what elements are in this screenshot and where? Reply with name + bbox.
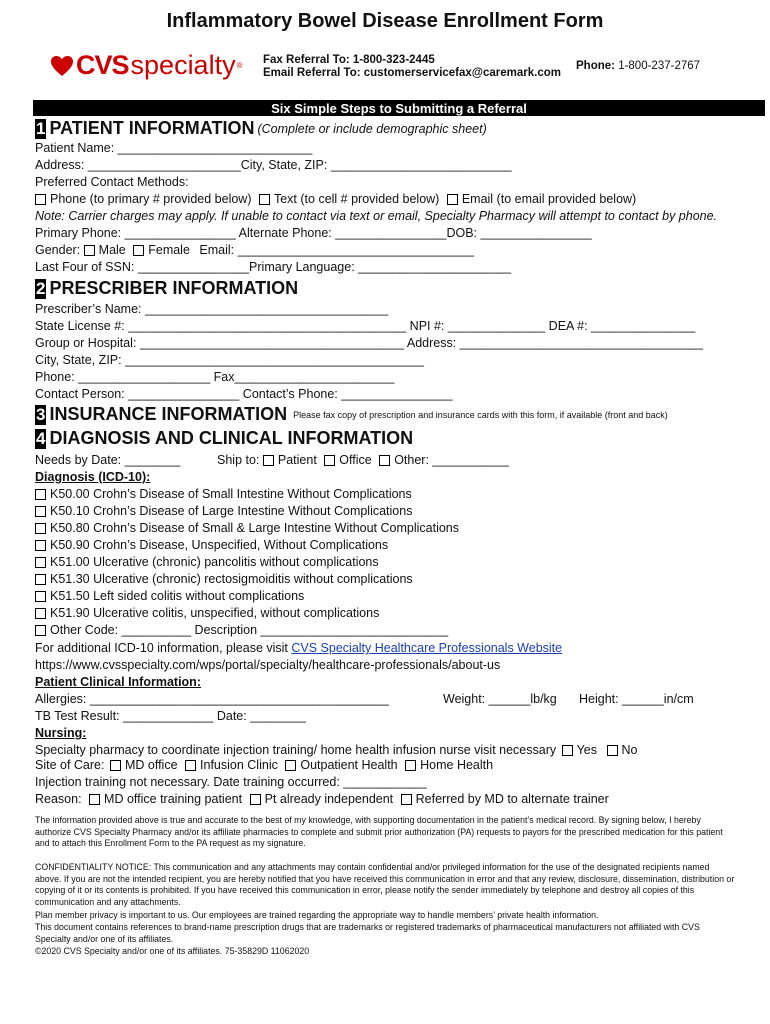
clinical-info-heading: Patient Clinical Information: <box>35 675 201 689</box>
training-text: Specialty pharmacy to coordinate injection training/ home health infusion nurse visit necessary <box>35 743 557 757</box>
diagnosis-checkbox[interactable] <box>35 591 46 602</box>
site-checkbox[interactable] <box>110 760 121 771</box>
referral-contact <box>263 54 561 80</box>
site-checkbox[interactable] <box>185 760 196 771</box>
no-checkbox[interactable] <box>607 745 618 756</box>
diagnosis-label: K51.50 Left sided colitis without complications <box>50 589 305 603</box>
section-2-header <box>35 278 298 299</box>
section-subtitle: Please fax copy of prescription and insurance cards with this form, if available (front and back) <box>293 409 668 420</box>
diagnosis-option <box>35 487 412 502</box>
section-title: PRESCRIBER INFORMATION <box>49 278 299 298</box>
height-field[interactable]: Height: ______in/cm <box>579 692 694 706</box>
logo-registered: ® <box>236 61 243 70</box>
nursing-heading: Nursing: <box>35 726 87 740</box>
ship-other-field[interactable]: Other: ___________ <box>394 453 509 467</box>
section-number: 1 <box>36 118 46 138</box>
tb-test-field[interactable]: TB Test Result: _____________ Date: ________ <box>35 709 306 723</box>
phone-number: 1-800-237-2767 <box>618 60 701 72</box>
additional-info <box>35 641 562 656</box>
text-option: Text (to cell # provided below) <box>273 192 440 206</box>
reason-checkbox[interactable] <box>89 794 100 805</box>
diagnosis-checkbox[interactable] <box>35 557 46 568</box>
reason-option: Pt already independent <box>264 792 394 806</box>
diagnosis-checkbox[interactable] <box>35 574 46 585</box>
other-code-field[interactable]: Other Code: __________ Description ___________________________ <box>50 623 449 637</box>
training-row <box>35 743 637 758</box>
injection-date-field[interactable]: Injection training not necessary. Date training occurred: ____________ <box>35 775 427 789</box>
allergies-field[interactable]: Allergies: ___________________________________________ <box>35 692 389 706</box>
site-option: Outpatient Health <box>300 758 398 772</box>
site-of-care-row <box>35 758 493 773</box>
ship-other-checkbox[interactable] <box>379 455 390 466</box>
section-title: INSURANCE INFORMATION <box>49 404 288 424</box>
ship-office-checkbox[interactable] <box>324 455 335 466</box>
weight-field[interactable]: Weight: ______lb/kg <box>443 692 557 706</box>
site-label: Site of Care: <box>35 758 105 772</box>
yes-checkbox[interactable] <box>562 745 573 756</box>
male-label: Male <box>98 243 126 257</box>
section-number: 4 <box>36 428 46 448</box>
site-option: Home Health <box>420 758 494 772</box>
ssn-language-field[interactable]: Last Four of SSN: ________________Primary Language: ______________________ <box>35 260 512 274</box>
site-option: MD office <box>124 758 178 772</box>
needs-by-field[interactable]: Needs by Date: ________ <box>35 453 181 467</box>
city-state-zip-field[interactable]: City, State, ZIP: ___________________________________________ <box>35 353 425 367</box>
diagnosis-checkbox[interactable] <box>35 540 46 551</box>
male-checkbox[interactable] <box>84 245 95 256</box>
reason-row <box>35 792 609 807</box>
diagnosis-checkbox[interactable] <box>35 506 46 517</box>
phone-contact <box>576 60 700 72</box>
section-4-header <box>35 428 413 449</box>
reason-option: MD office training patient <box>104 792 243 806</box>
logo-word: specialty <box>130 50 236 80</box>
cvs-specialty-logo <box>50 50 242 81</box>
phones-dob-field[interactable]: Primary Phone: ________________ Alternate Phone: ________________DOB: ________________ <box>35 226 592 240</box>
site-checkbox[interactable] <box>405 760 416 771</box>
carrier-note: Note: Carrier charges may apply. If unable to contact via text or email, Specialty Pharmacy will attempt to contact by phone. <box>35 209 718 223</box>
section-1-header <box>35 118 487 139</box>
section-subtitle: (Complete or include demographic sheet) <box>257 121 487 136</box>
diagnosis-checkbox[interactable] <box>35 489 46 500</box>
logo-brand: CVS <box>76 50 129 80</box>
site-checkbox[interactable] <box>285 760 296 771</box>
diagnosis-checkbox[interactable] <box>35 523 46 534</box>
contact-person-field[interactable]: Contact Person: ________________ Contact’s Phone: ________________ <box>35 387 453 401</box>
diagnosis-label: K51.90 Ulcerative colitis, unspecified, without complications <box>50 606 380 620</box>
authorization-statement: The information provided above is true and accurate to the best of my knowledge, with supporting documentation in the patient’s medical record. By signing below, I hereby authorize CVS Specialty Pharmacy and/or its affiliate pharmacies to complete and submit prior authorization (PA) requests to payors for the prescribed medication for this patient and to attach this Enrollment Form to the PA request as my signature. <box>35 815 723 848</box>
reason-checkbox[interactable] <box>250 794 261 805</box>
section-title: DIAGNOSIS AND CLINICAL INFORMATION <box>49 428 414 448</box>
email-option: Email (to email provided below) <box>461 192 637 206</box>
phone-label: Phone: <box>576 60 615 72</box>
section-title: PATIENT INFORMATION <box>49 118 255 138</box>
ship-to-label: Ship to: <box>217 453 260 467</box>
gender-email-row <box>35 243 474 258</box>
gender-label: Gender: <box>35 243 81 257</box>
steps-banner: Six Simple Steps to Submitting a Referral <box>33 100 765 116</box>
contact-methods <box>35 192 636 207</box>
prescriber-name-field[interactable]: Prescriber’s Name: ___________________________________ <box>35 302 389 316</box>
confidentiality-notice: CONFIDENTIALITY NOTICE: This communication and any attachments may contain confidential and/or privileged information for the use of the designated recipients named above. If you are not the intended recipient, you are hereby notified that you have received this communication in error and that any review, disclosure, dissemination, distribution or copying of it or its contents is prohibited. If you have received this communication in error, please notify the sender immediately by telephone and destroy all copies of this communication and any attachments. <box>35 862 735 907</box>
website-url: https://www.cvsspecialty.com/wps/portal/specialty/healthcare-professionals/about-us <box>35 658 501 672</box>
text-checkbox[interactable] <box>259 194 270 205</box>
heart-icon <box>50 55 74 77</box>
diagnosis-label: K51.30 Ulcerative (chronic) rectosigmoiditis without complications <box>50 572 413 586</box>
reason-option: Referred by MD to alternate trainer <box>415 792 609 806</box>
diagnosis-option <box>35 538 388 553</box>
diagnosis-heading: Diagnosis (ICD-10): <box>35 470 151 484</box>
form-title: Inflammatory Bowel Disease Enrollment Form <box>166 10 604 32</box>
phone-checkbox[interactable] <box>35 194 46 205</box>
phone-fax-field[interactable]: Phone: ___________________ Fax_______________________ <box>35 370 395 384</box>
diagnosis-checkbox[interactable] <box>35 625 46 636</box>
site-option: Infusion Clinic <box>200 758 278 772</box>
diagnosis-label: K50.90 Crohn’s Disease, Unspecified, Without Complications <box>50 538 389 552</box>
contact-methods-label: Preferred Contact Methods: <box>35 175 189 189</box>
no-label: No <box>621 743 638 757</box>
diagnosis-option <box>35 521 459 536</box>
email-field[interactable]: Email: __________________________________ <box>199 243 474 257</box>
diagnosis-option <box>35 504 412 519</box>
diagnosis-label: K50.00 Crohn’s Disease of Small Intestine Without Complications <box>50 487 412 501</box>
yes-label: Yes <box>576 743 598 757</box>
diagnosis-option <box>35 623 448 638</box>
ship-office-label: Office <box>339 453 372 467</box>
address-field[interactable]: Address: ______________________City, State, ZIP: __________________________ <box>35 158 512 172</box>
email-checkbox[interactable] <box>447 194 458 205</box>
section-3-header <box>35 404 668 425</box>
diagnosis-label: K50.80 Crohn’s Disease of Small & Large Intestine Without Complications <box>50 521 460 535</box>
section-number: 3 <box>36 404 46 424</box>
diagnosis-option <box>35 606 379 621</box>
phone-option: Phone (to primary # provided below) <box>50 192 252 206</box>
ship-patient-label: Patient <box>277 453 317 467</box>
patient-name-field[interactable]: Patient Name: ____________________________ <box>35 141 313 155</box>
copyright: ©2020 CVS Specialty and/or one of its affiliates. 75-35829D 11062020 <box>35 946 310 956</box>
email-referral: Email Referral To: customerservicefax@caremark.com <box>263 67 562 79</box>
diagnosis-checkbox[interactable] <box>35 608 46 619</box>
diagnosis-option <box>35 555 379 570</box>
privacy-statement: Plan member privacy is important to us. Our employees are trained regarding the appropriate way to handle members’ private health information. <box>35 910 599 920</box>
trademark-statement: This document contains references to brand-name prescription drugs that are trademarks or registered trademarks of pharmaceutical manufacturers not affiliated with CVS Specialty and/or one of its affiliates. <box>35 922 700 944</box>
diagnosis-option <box>35 589 304 604</box>
reason-label: Reason: <box>35 792 82 806</box>
ship-to-row <box>217 453 509 468</box>
ship-patient-checkbox[interactable] <box>263 455 274 466</box>
female-checkbox[interactable] <box>133 245 144 256</box>
diagnosis-option <box>35 572 413 587</box>
fax-referral: Fax Referral To: 1-800-323-2445 <box>263 54 435 66</box>
reason-checkbox[interactable] <box>401 794 412 805</box>
license-npi-dea-field[interactable]: State License #: ________________________________________ NPI #: ______________ DEA #: _______________ <box>35 319 696 333</box>
diagnosis-label: K51.00 Ulcerative (chronic) pancolitis without complications <box>50 555 379 569</box>
cvs-website-link[interactable]: CVS Specialty Healthcare Professionals Website <box>291 641 563 655</box>
group-address-field[interactable]: Group or Hospital: ______________________________________ Address: ___________________________________ <box>35 336 703 350</box>
female-label: Female <box>148 243 190 257</box>
additional-info-text: For additional ICD-10 information, please visit <box>35 641 292 655</box>
diagnosis-label: K50.10 Crohn’s Disease of Large Intestine Without Complications <box>50 504 413 518</box>
section-number: 2 <box>36 278 46 298</box>
